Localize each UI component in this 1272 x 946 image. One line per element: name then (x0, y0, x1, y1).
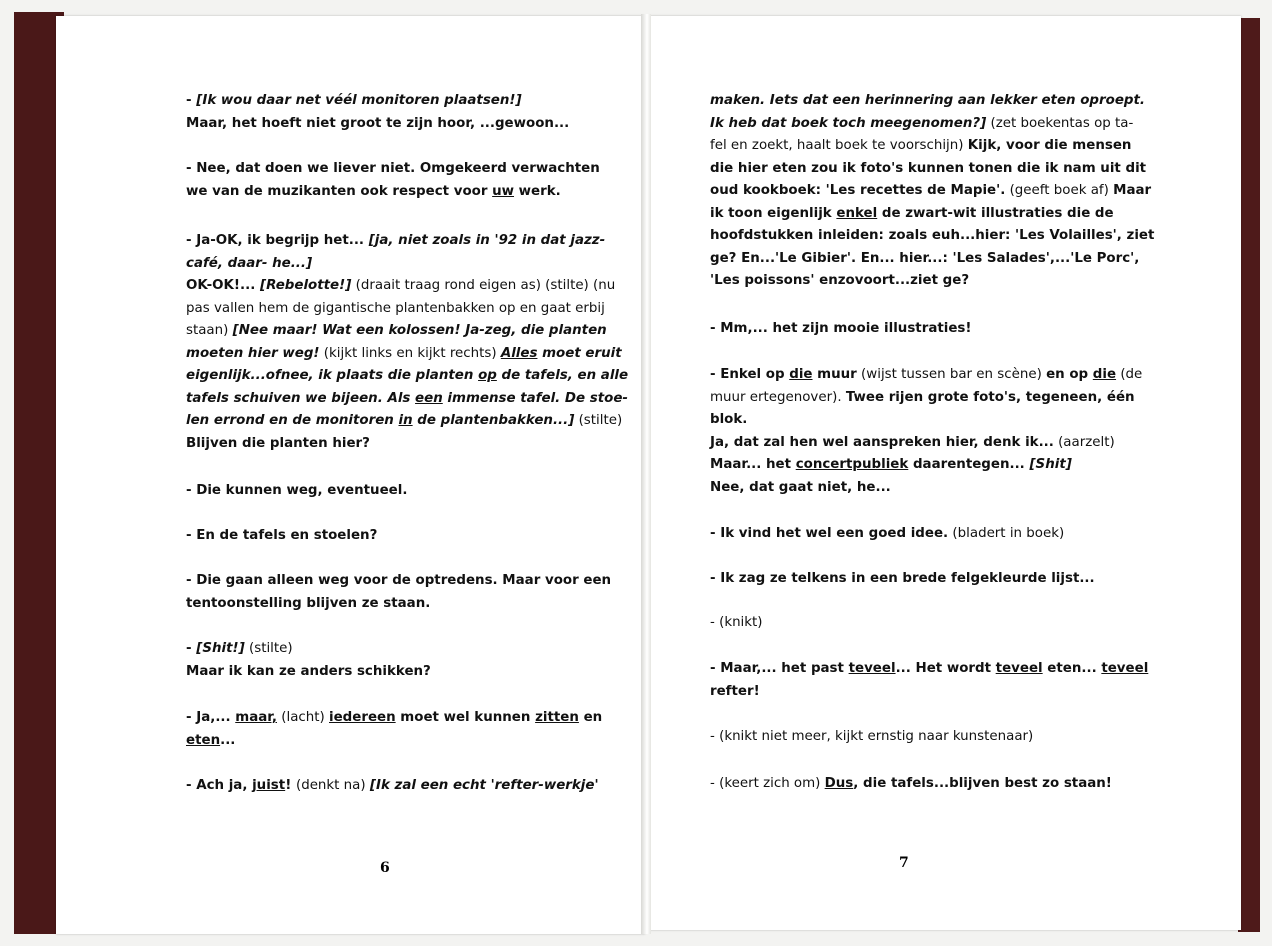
text-run: refter! (710, 683, 760, 699)
text-run: blok. (710, 412, 748, 427)
text-run: daarentegen... (908, 457, 1030, 472)
text-line (186, 707, 603, 730)
text-run: moet wel kunnen (395, 710, 536, 725)
paragraph (710, 726, 1106, 749)
text-run: maken. Iets dat een herinnering aan lekker eten oproept. (710, 93, 1145, 108)
text-line (710, 726, 1106, 749)
text-run: - (knikt) (710, 615, 763, 630)
text-line (710, 248, 1140, 271)
text-run: - Die gaan alleen weg voor de optredens. Maar voor een (186, 573, 612, 588)
text-line (710, 318, 1106, 341)
text-run: [Nee maar! Wat een kolossen! Ja-zeg, die planten (232, 323, 607, 338)
text-line (710, 270, 1106, 293)
text-line (710, 113, 1134, 136)
text-line (186, 298, 605, 321)
text-run: - Ik zag ze telkens in een brede felgekleurde lijst... (710, 571, 1095, 586)
text-run: - Nee, dat doen we liever niet. Omgekeerd verwachten (186, 161, 600, 176)
text-run: (bladert in boek) (948, 526, 1065, 541)
paragraph (186, 90, 584, 135)
text-run: Maar ik kan ze anders schikken? (186, 663, 431, 679)
text-run: - Enkel op (710, 367, 790, 382)
text-run: - En de tafels en stoelen? (186, 528, 378, 543)
text-line (186, 365, 629, 388)
text-run: (de (1116, 367, 1143, 382)
text-run: teveel (848, 661, 896, 676)
text-line (186, 343, 622, 366)
text-line (186, 158, 600, 181)
text-run: (stilte) (574, 413, 623, 428)
text-line (710, 477, 1106, 500)
text-line (710, 409, 1106, 432)
text-line (710, 773, 1112, 796)
text-run: [Ik zal een echt 'refter-werkje' (369, 778, 599, 793)
text-run: [ja, niet zoals in '92 in dat jazz- (368, 233, 606, 248)
text-run: , die tafels...blijven best zo staan! (853, 776, 1112, 791)
text-run: Maar... het (710, 457, 796, 472)
text-line (186, 388, 628, 411)
paragraph (186, 480, 584, 503)
text-run: 'Les poissons' enzovoort...ziet ge? (710, 273, 970, 288)
text-run: muur ertegenover). (710, 389, 846, 405)
text-line (186, 593, 584, 616)
text-run: staan) (186, 323, 233, 338)
text-line (186, 275, 616, 298)
text-run: café, daar- he...] (186, 255, 313, 271)
text-line (710, 90, 1145, 113)
text-line (710, 364, 1143, 387)
text-run: teveel (995, 661, 1043, 676)
text-run: oud kookboek: 'Les recettes de Mapie'. (710, 183, 1006, 198)
paragraph (186, 525, 584, 548)
text-line (186, 730, 584, 753)
paragraph (186, 638, 584, 683)
paragraph (186, 707, 603, 752)
text-run: - Ja,... (186, 710, 236, 725)
text-line (186, 230, 606, 253)
text-run: op (478, 368, 497, 383)
text-line (186, 433, 584, 456)
text-run: - (keert zich om) (710, 776, 825, 791)
text-line (710, 387, 1135, 410)
text-run: (aarzelt) (1053, 434, 1115, 450)
paragraph (710, 90, 1155, 293)
text-run: die hier eten zou ik foto's kunnen tonen die ik nam uit dit (710, 160, 1147, 176)
text-run: (draait traag rond eigen as) (stilte) (nu (351, 278, 616, 293)
paragraph (710, 568, 1106, 591)
text-run: OK-OK!... (186, 278, 260, 293)
text-line (186, 410, 623, 433)
paragraph (710, 658, 1149, 703)
text-run: immense tafel. De stoe- (442, 390, 628, 406)
paragraph (710, 773, 1112, 796)
text-run: - Die kunnen weg, eventueel. (186, 483, 408, 498)
text-run: ... (220, 732, 236, 748)
text-run: die (789, 367, 813, 382)
text-run: Dus (824, 776, 854, 791)
text-run: eigenlijk...ofnee, ik plaats die planten (186, 368, 479, 383)
text-run: (wijst tussen bar en scène) (856, 367, 1047, 382)
text-run: (zet boekentas op ta- (986, 115, 1134, 131)
text-line (710, 612, 1106, 635)
text-run: concertpubliek (795, 457, 909, 472)
text-run: we van de muzikanten ook respect voor (186, 183, 493, 199)
text-run: [Shit] (1029, 457, 1072, 472)
paragraph (710, 318, 1106, 341)
text-line (186, 90, 584, 113)
text-run: [Rebelotte!] (259, 278, 352, 293)
book-cover-right-edge (1238, 18, 1260, 932)
text-line (186, 320, 607, 343)
text-line (710, 180, 1152, 203)
paragraph (710, 612, 1106, 635)
text-run: eten... (1042, 661, 1102, 676)
text-line (710, 523, 1106, 546)
text-run: ik toon eigenlijk (710, 205, 837, 221)
text-run: hoofdstukken inleiden: zoals euh...hier: 'Les Volailles', ziet (710, 228, 1155, 243)
text-run: de plantenbakken...] (412, 413, 575, 428)
text-run: en op (1046, 367, 1093, 382)
text-run: tentoonstelling blijven ze staan. (186, 595, 431, 611)
text-run: (stilte) (244, 641, 293, 656)
text-line (186, 253, 584, 276)
text-line (186, 480, 584, 503)
text-line (710, 568, 1106, 591)
text-run: Nee, dat gaat niet, he... (710, 479, 891, 495)
text-run: - (knikt niet meer, kijkt ernstig naar kunstenaar) (710, 729, 1034, 744)
text-run: - Ik vind het wel een goed idee. (710, 526, 949, 541)
text-run: maar, (235, 710, 277, 725)
text-run: Blijven die planten hier? (186, 435, 370, 451)
paragraph (710, 364, 1143, 499)
text-run: - Ach ja, (186, 778, 253, 793)
page-number-left: 6 (380, 860, 390, 876)
text-run: moeten hier weg! (186, 345, 320, 361)
text-run: Ik heb dat boek toch meegenomen?] (710, 115, 987, 131)
text-run: pas vallen hem de gigantische plantenbakken op en gaat erbij (186, 300, 605, 316)
text-run: juist (252, 778, 286, 793)
text-run: ge? En...'Le Gibier'. En... hier...: 'Les Salades',...'Le Porc', (710, 250, 1140, 266)
text-run: Kijk, voor die mensen (967, 138, 1132, 153)
paragraph (186, 158, 600, 203)
text-run: in (398, 413, 413, 428)
text-run: eten (186, 732, 221, 748)
text-line (186, 181, 584, 204)
paragraph (186, 570, 612, 615)
text-run: Twee rijen grote foto's, tegeneen, één (845, 389, 1135, 405)
text-run: - Maar,... het past (710, 661, 849, 676)
text-run: fel en zoekt, haalt boek te voorschijn) (710, 138, 968, 153)
text-line (186, 661, 584, 684)
paragraph (710, 523, 1106, 546)
text-line (710, 432, 1115, 455)
text-line (710, 225, 1155, 248)
text-run: [Ik wou daar net véél monitoren plaatsen!] (196, 93, 522, 108)
text-run: werk. (514, 183, 561, 199)
text-run: Ja, dat zal hen wel aanspreken hier, denk ik... (710, 434, 1054, 450)
text-run: teveel (1101, 661, 1149, 676)
text-run: tafels schuiven we bijeen. Als (186, 390, 416, 406)
text-run: len errond en de monitoren (186, 413, 399, 428)
text-line (186, 525, 584, 548)
text-line (186, 638, 584, 661)
text-run: (denkt na) (295, 778, 370, 793)
text-run: - Mm,... het zijn mooie illustraties! (710, 321, 972, 336)
book-gutter (641, 14, 651, 934)
text-run: moet eruit (537, 345, 622, 361)
text-run: zitten (535, 710, 579, 725)
text-run: [Shit!] (196, 641, 245, 656)
text-run: Alles (500, 345, 538, 361)
text-line (710, 203, 1114, 226)
text-line (186, 113, 584, 136)
text-run: ! (285, 778, 296, 793)
text-run: (geeft boek af) (1005, 183, 1114, 198)
text-run: die (1092, 367, 1117, 382)
text-line (710, 135, 1132, 158)
text-run: uw (492, 183, 515, 199)
paragraph (186, 230, 629, 455)
text-run: - (186, 93, 197, 108)
text-line (710, 681, 1106, 704)
text-line (710, 158, 1147, 181)
page-number-right: 7 (899, 855, 909, 871)
text-run: iedereen (329, 710, 396, 725)
text-run: (lacht) (277, 710, 329, 725)
text-line (710, 658, 1149, 681)
text-run: Maar, het hoeft niet groot te zijn hoor, ...gewoon... (186, 115, 570, 131)
text-line (186, 570, 612, 593)
text-line (186, 775, 599, 798)
text-run: de zwart-wit illustraties die de (877, 205, 1114, 221)
text-run: een (415, 390, 443, 406)
text-run: - (186, 641, 197, 656)
text-run: ... Het wordt (895, 661, 996, 676)
text-run: en (578, 710, 603, 725)
text-run: - Ja-OK, ik begrijp het... (186, 233, 369, 248)
text-run: (kijkt links en kijkt rechts) (319, 345, 501, 361)
text-run: Maar (1113, 183, 1152, 198)
text-run: enkel (836, 205, 878, 221)
paragraph (186, 775, 599, 798)
text-run: de tafels, en alle (496, 368, 629, 383)
text-line (710, 454, 1106, 477)
text-run: muur (812, 367, 857, 382)
